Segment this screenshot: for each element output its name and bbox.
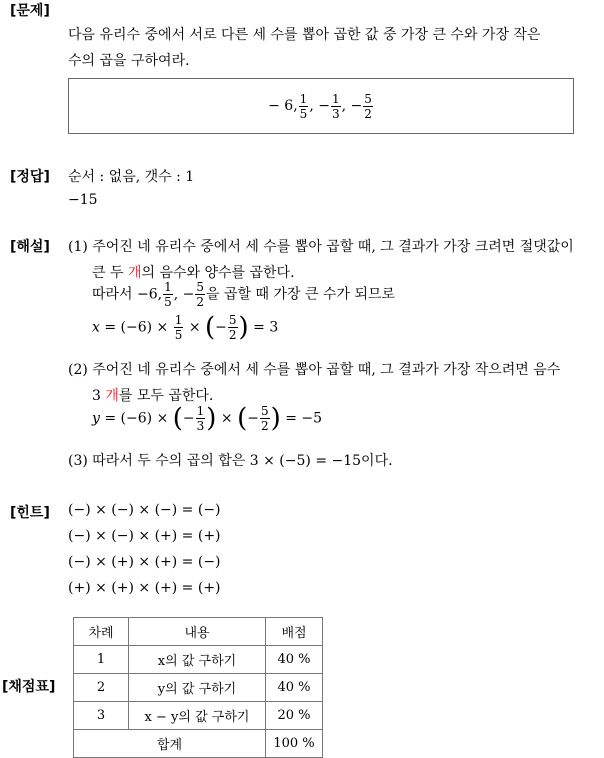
explanation-p2-equation: y = (−6) × (− $\frac{1}{3}$ ) × (− $\frac{5}{2}$ ) = −5 [92, 403, 323, 434]
total-score: 100 % [266, 730, 323, 758]
hint-label: [힌트] [10, 505, 50, 521]
explanation-label: [해설] [10, 239, 50, 255]
explanation-p1-line1: (1) 주어진 네 유리수 중에서 세 수를 뽑아 곱할 때, 그 결과가 가장 크려면 절댓값이 [68, 239, 574, 255]
rubric-header-row [74, 618, 323, 646]
box-fraction-1: $\frac{1}{5}$ [299, 91, 308, 121]
explanation-p1-equation: x = (−6) × $\frac{1}{5}$ × (− $\frac{5}{2}$ ) = 3 [92, 312, 279, 343]
row-content: x의 값 구하기 [129, 646, 266, 674]
row-score: 40 % [266, 646, 323, 674]
row-score: 20 % [266, 702, 323, 730]
row-order: 2 [74, 674, 129, 702]
row-score: 40 % [266, 674, 323, 702]
explanation-p3: (3) 따라서 두 수의 곱의 합은 3 × (−5) = −15이다. [68, 453, 393, 469]
box-sep-2: , − [341, 98, 363, 114]
rubric-table [73, 617, 323, 758]
problem-text-line1: 다음 유리수 중에서 서로 다른 세 수를 뽑아 곱한 값 중 가장 큰 수와 가장 작은 [68, 27, 541, 43]
explanation-p2-line1: (2) 주어진 네 유리수 중에서 세 수를 뽑아 곱할 때, 그 결과가 가장 작으려면 음수 [68, 362, 561, 378]
red-unit-word: 개 [127, 265, 142, 281]
explanation-p1-line2: 큰 두 개의 음수와 양수를 곱한다. [92, 265, 295, 281]
box-fraction-2: $\frac{1}{3}$ [331, 91, 340, 121]
box-fraction-3: $\frac{5}{2}$ [364, 91, 372, 121]
answer-label: [정답] [10, 169, 50, 185]
row-content: x − y의 값 구하기 [129, 702, 266, 730]
hint-line-1: (−) × (−) × (−) = (−) [68, 502, 221, 518]
problem-label: [문제] [10, 3, 50, 19]
explanation-p1-line3: 따라서 −6, $\frac{1}{5}$ , − $\frac{5}{2}$ 을 곱할 때 가장 큰 수가 되므로 [92, 280, 396, 309]
problem-text-line2: 수의 곱을 구하여라. [68, 53, 190, 69]
row-order: 3 [74, 702, 129, 730]
header-content: 내용 [129, 618, 266, 646]
table-row [74, 702, 323, 730]
red-unit-word-2: 개 [105, 388, 119, 404]
answer-line2: −15 [68, 192, 98, 208]
header-order: 차례 [74, 618, 129, 646]
rubric-label: [채점표] [2, 679, 56, 695]
answer-line1: 순서 : 없음, 갯수 : 1 [68, 169, 195, 185]
hint-line-3: (−) × (+) × (+) = (−) [68, 554, 221, 570]
table-row [74, 646, 323, 674]
problem-number-box [68, 78, 574, 134]
explanation-p2-line2: 3 개를 모두 곱한다. [92, 388, 214, 404]
hint-line-2: (−) × (−) × (+) = (+) [68, 528, 221, 544]
table-row [74, 674, 323, 702]
row-order: 1 [74, 646, 129, 674]
rubric-total-row [74, 730, 323, 758]
row-content: y의 값 구하기 [129, 674, 266, 702]
total-label: 합계 [74, 730, 266, 758]
header-score: 배점 [266, 618, 323, 646]
box-number-1: − 6, [268, 98, 298, 114]
hint-line-4: (+) × (+) × (+) = (+) [68, 580, 221, 596]
box-sep-1: , − [309, 98, 330, 114]
